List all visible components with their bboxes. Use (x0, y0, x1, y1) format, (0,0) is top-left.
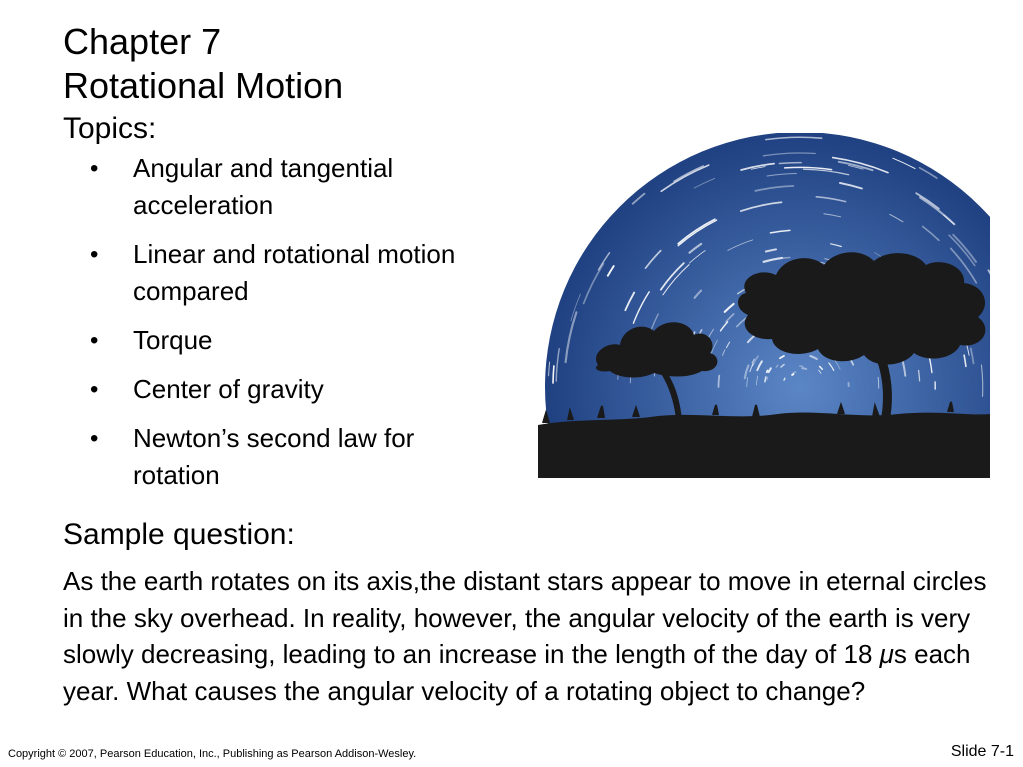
star-trail-arc (784, 378, 785, 380)
topic-line: Torque (133, 325, 213, 355)
question-text-part: As the earth rotates on its axis,the distant stars appear to move in eternal circles in the sky overhead. In reality, however, the angular velocity of the earth is very slowly decreasing, leading to an increase in the length of the day of 18 (63, 566, 987, 669)
copyright-notice: Copyright © 2007, Pearson Education, Inc., Publishing as Pearson Addison-Wesley. (8, 748, 417, 760)
topic-line: acceleration (133, 190, 274, 220)
ground (538, 413, 990, 478)
slide-number: Slide 7-1 (950, 743, 1014, 760)
star-trail-arc (553, 366, 554, 383)
sample-question-heading: Sample question: (63, 518, 295, 551)
topic-line: rotation (133, 460, 220, 490)
bullet-icon: • (90, 376, 99, 403)
topic-line: Center of gravity (133, 374, 324, 404)
topic-item (90, 322, 520, 359)
bullet-icon: • (90, 425, 99, 452)
title-line-chapter: Chapter 7 (63, 21, 222, 62)
topic-item (90, 150, 520, 224)
topic-item (90, 371, 520, 408)
star-trail-arc (765, 377, 766, 382)
star-trail-arc (793, 372, 796, 373)
topic-item (90, 236, 520, 310)
topics-heading: Topics: (63, 112, 157, 145)
mu-symbol: μ (879, 639, 894, 669)
star-trail-arc (779, 163, 801, 164)
star-trail-arc (767, 370, 768, 372)
topic-item (90, 420, 520, 494)
star-trail-arc (792, 374, 793, 375)
star-trail-arc (719, 376, 720, 387)
slide-title (63, 20, 343, 108)
star-trail-arc (802, 368, 806, 369)
topics-list (90, 150, 520, 506)
bullet-icon: • (90, 155, 99, 182)
sample-question-text (63, 563, 1008, 709)
topic-line: Newton’s second law for (133, 423, 415, 453)
bullet-icon: • (90, 241, 99, 268)
topic-line: compared (133, 276, 249, 306)
topic-line: Linear and rotational motion (133, 239, 456, 269)
star-trail-arc (783, 258, 790, 259)
question-text-part: s each year. What causes the angular velocity of a rotating object to change? (63, 639, 971, 706)
title-line-topic: Rotational Motion (63, 65, 344, 106)
topic-line: Angular and tangential (133, 153, 394, 183)
bullet-icon: • (90, 327, 99, 354)
star-trails-photo (538, 133, 990, 478)
